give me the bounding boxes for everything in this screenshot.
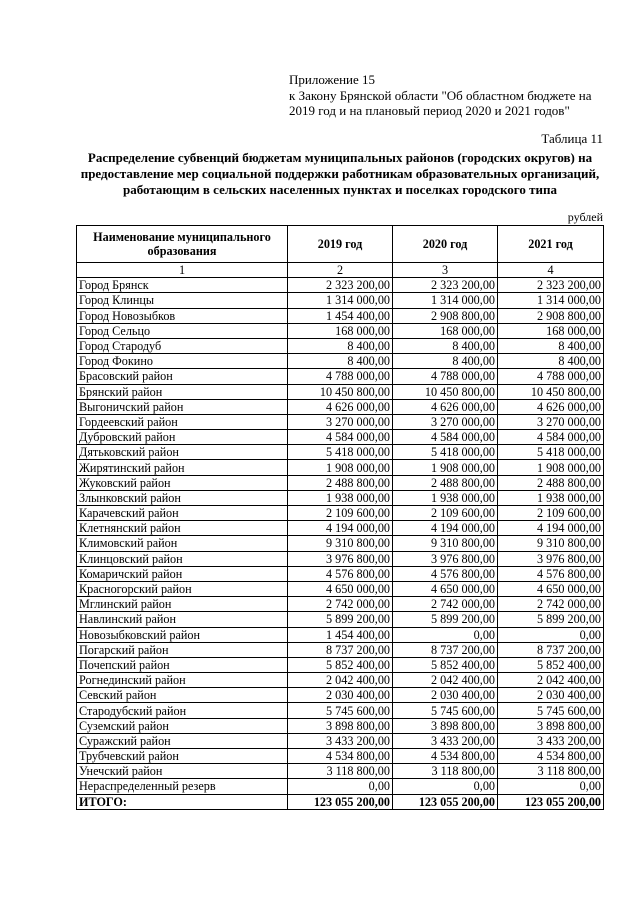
value-2019: 168 000,00 (288, 323, 393, 338)
value-2021: 5 745 600,00 (498, 703, 604, 718)
column-number: 3 (393, 263, 498, 278)
row-name: Клетнянский район (77, 521, 288, 536)
total-row (77, 794, 604, 809)
row-name: Город Сельцо (77, 323, 288, 338)
value-2019: 2 323 200,00 (288, 278, 393, 293)
row-name: Город Фокино (77, 354, 288, 369)
row-name: Погарский район (77, 642, 288, 657)
value-2020: 2 742 000,00 (393, 597, 498, 612)
value-2019: 2 488 800,00 (288, 475, 393, 490)
value-2020: 2 109 600,00 (393, 506, 498, 521)
value-2021: 3 898 800,00 (498, 718, 604, 733)
value-2021: 4 584 000,00 (498, 430, 604, 445)
column-header-2021: 2021 год (498, 226, 604, 263)
table-row (77, 338, 604, 353)
value-2019: 0,00 (288, 779, 393, 794)
table-row (77, 430, 604, 445)
value-2020: 4 650 000,00 (393, 581, 498, 596)
value-2021: 4 194 000,00 (498, 521, 604, 536)
value-2019: 10 450 800,00 (288, 384, 393, 399)
value-2021: 5 899 200,00 (498, 612, 604, 627)
value-2020: 4 626 000,00 (393, 399, 498, 414)
value-2019: 3 118 800,00 (288, 764, 393, 779)
value-2020: 3 270 000,00 (393, 414, 498, 429)
table-row (77, 278, 604, 293)
row-name: Навлинский район (77, 612, 288, 627)
total-2020: 123 055 200,00 (393, 794, 498, 809)
value-2019: 5 418 000,00 (288, 445, 393, 460)
row-name: Клинцовский район (77, 551, 288, 566)
value-2019: 1 938 000,00 (288, 490, 393, 505)
value-2020: 4 194 000,00 (393, 521, 498, 536)
value-2019: 2 742 000,00 (288, 597, 393, 612)
value-2021: 2 742 000,00 (498, 597, 604, 612)
value-2019: 9 310 800,00 (288, 536, 393, 551)
value-2019: 2 030 400,00 (288, 688, 393, 703)
value-2020: 4 788 000,00 (393, 369, 498, 384)
value-2019: 3 433 200,00 (288, 733, 393, 748)
value-2021: 0,00 (498, 627, 604, 642)
value-2021: 2 488 800,00 (498, 475, 604, 490)
value-2021: 2 908 800,00 (498, 308, 604, 323)
value-2020: 2 488 800,00 (393, 475, 498, 490)
value-2020: 3 433 200,00 (393, 733, 498, 748)
value-2020: 5 852 400,00 (393, 657, 498, 672)
value-2020: 3 976 800,00 (393, 551, 498, 566)
heading-line-1: Распределение субвенций бюджетам муниципальных районов (городских округов) на (87, 150, 593, 165)
value-2019: 4 576 800,00 (288, 566, 393, 581)
value-2019: 2 109 600,00 (288, 506, 393, 521)
table-row (77, 460, 604, 475)
value-2020: 4 576 800,00 (393, 566, 498, 581)
table-row (77, 597, 604, 612)
value-2020: 5 899 200,00 (393, 612, 498, 627)
table-row (77, 642, 604, 657)
value-2019: 4 584 000,00 (288, 430, 393, 445)
value-2021: 8 737 200,00 (498, 642, 604, 657)
column-header-name: Наименование муниципального образования (77, 226, 288, 263)
column-number: 2 (288, 263, 393, 278)
value-2020: 0,00 (393, 779, 498, 794)
row-name: Комаричский район (77, 566, 288, 581)
total-2021: 123 055 200,00 (498, 794, 604, 809)
value-2020: 2 908 800,00 (393, 308, 498, 323)
table-row (77, 445, 604, 460)
value-2019: 1 454 400,00 (288, 627, 393, 642)
value-2019: 8 400,00 (288, 338, 393, 353)
row-name: Злынковский район (77, 490, 288, 505)
value-2019: 3 898 800,00 (288, 718, 393, 733)
value-2019: 1 908 000,00 (288, 460, 393, 475)
subvention-table (76, 225, 604, 810)
appendix-line-1: Приложение 15 (289, 72, 376, 87)
value-2021: 2 109 600,00 (498, 506, 604, 521)
row-name: Стародубский район (77, 703, 288, 718)
value-2021: 1 908 000,00 (498, 460, 604, 475)
value-2021: 4 626 000,00 (498, 399, 604, 414)
value-2021: 3 976 800,00 (498, 551, 604, 566)
table-row (77, 718, 604, 733)
value-2021: 4 650 000,00 (498, 581, 604, 596)
value-2021: 1 938 000,00 (498, 490, 604, 505)
row-name: Брасовский район (77, 369, 288, 384)
row-name: Севский район (77, 688, 288, 703)
table-row (77, 506, 604, 521)
row-name: Унечский район (77, 764, 288, 779)
row-name: Город Клинцы (77, 293, 288, 308)
value-2019: 4 534 800,00 (288, 749, 393, 764)
table-row (77, 475, 604, 490)
table-row (77, 536, 604, 551)
table-row (77, 673, 604, 688)
value-2019: 4 194 000,00 (288, 521, 393, 536)
value-2020: 1 938 000,00 (393, 490, 498, 505)
value-2021: 10 450 800,00 (498, 384, 604, 399)
table-row (77, 779, 604, 794)
row-name: Климовский район (77, 536, 288, 551)
value-2021: 2 030 400,00 (498, 688, 604, 703)
table-row (77, 581, 604, 596)
value-2021: 5 418 000,00 (498, 445, 604, 460)
value-2020: 8 737 200,00 (393, 642, 498, 657)
table-body (77, 278, 604, 794)
value-2019: 4 626 000,00 (288, 399, 393, 414)
table-row (77, 384, 604, 399)
value-2020: 8 400,00 (393, 354, 498, 369)
value-2019: 5 745 600,00 (288, 703, 393, 718)
table-row (77, 369, 604, 384)
appendix-note (289, 72, 609, 119)
appendix-line-2: к Закону Брянской области "Об областном бюджете на (289, 87, 592, 103)
row-name: Суражский район (77, 733, 288, 748)
row-name: Дятьковский район (77, 445, 288, 460)
row-name: Новозыбковский район (77, 627, 288, 642)
table-row (77, 323, 604, 338)
table-row (77, 551, 604, 566)
column-number: 4 (498, 263, 604, 278)
table-row (77, 354, 604, 369)
value-2020: 10 450 800,00 (393, 384, 498, 399)
value-2021: 3 270 000,00 (498, 414, 604, 429)
table-row (77, 657, 604, 672)
value-2019: 1 454 400,00 (288, 308, 393, 323)
value-2019: 3 270 000,00 (288, 414, 393, 429)
value-2021: 4 534 800,00 (498, 749, 604, 764)
value-2020: 4 534 800,00 (393, 749, 498, 764)
row-name: Гордеевский район (77, 414, 288, 429)
value-2020: 9 310 800,00 (393, 536, 498, 551)
value-2019: 4 788 000,00 (288, 369, 393, 384)
value-2021: 4 788 000,00 (498, 369, 604, 384)
value-2019: 3 976 800,00 (288, 551, 393, 566)
value-2019: 5 852 400,00 (288, 657, 393, 672)
value-2021: 0,00 (498, 779, 604, 794)
table-row (77, 293, 604, 308)
table-row (77, 399, 604, 414)
units-label: рублей (567, 210, 603, 224)
table-row (77, 764, 604, 779)
appendix-line-3: 2019 год и на плановый период 2020 и 2021 годов" (289, 103, 570, 118)
value-2021: 8 400,00 (498, 354, 604, 369)
value-2021: 8 400,00 (498, 338, 604, 353)
row-name: Нераспределенный резерв (77, 779, 288, 794)
value-2020: 8 400,00 (393, 338, 498, 353)
row-name: Трубчевский район (77, 749, 288, 764)
value-2021: 4 576 800,00 (498, 566, 604, 581)
table-row (77, 414, 604, 429)
row-name: Рогнединский район (77, 673, 288, 688)
value-2020: 5 745 600,00 (393, 703, 498, 718)
value-2019: 8 737 200,00 (288, 642, 393, 657)
row-name: Почепский район (77, 657, 288, 672)
table-header-row (77, 226, 604, 263)
total-2019: 123 055 200,00 (288, 794, 393, 809)
table-row (77, 627, 604, 642)
value-2020: 3 118 800,00 (393, 764, 498, 779)
column-header-2019: 2019 год (288, 226, 393, 263)
value-2020: 4 584 000,00 (393, 430, 498, 445)
row-name: Жирятинский район (77, 460, 288, 475)
table-row (77, 688, 604, 703)
table-row (77, 733, 604, 748)
value-2021: 1 314 000,00 (498, 293, 604, 308)
value-2019: 2 042 400,00 (288, 673, 393, 688)
heading-line-2: предоставление мер социальной поддержки работникам образовательных организаций, (80, 166, 600, 181)
value-2019: 1 314 000,00 (288, 293, 393, 308)
row-name: Карачевский район (77, 506, 288, 521)
row-name: Красногорский район (77, 581, 288, 596)
value-2020: 5 418 000,00 (393, 445, 498, 460)
row-name: Брянский район (77, 384, 288, 399)
value-2019: 4 650 000,00 (288, 581, 393, 596)
value-2021: 2 323 200,00 (498, 278, 604, 293)
row-name: Выгоничский район (77, 399, 288, 414)
value-2021: 168 000,00 (498, 323, 604, 338)
column-number: 1 (77, 263, 288, 278)
value-2019: 8 400,00 (288, 354, 393, 369)
value-2020: 2 323 200,00 (393, 278, 498, 293)
value-2021: 2 042 400,00 (498, 673, 604, 688)
row-name: Жуковский район (77, 475, 288, 490)
table-row (77, 521, 604, 536)
value-2020: 2 042 400,00 (393, 673, 498, 688)
value-2020: 0,00 (393, 627, 498, 642)
row-name: Город Брянск (77, 278, 288, 293)
table-row (77, 566, 604, 581)
value-2019: 5 899 200,00 (288, 612, 393, 627)
row-name: Дубровский район (77, 430, 288, 445)
total-label: ИТОГО: (77, 794, 288, 809)
value-2020: 2 030 400,00 (393, 688, 498, 703)
table-row (77, 490, 604, 505)
table-row (77, 749, 604, 764)
row-name: Мглинский район (77, 597, 288, 612)
value-2021: 3 118 800,00 (498, 764, 604, 779)
row-name: Суземский район (77, 718, 288, 733)
table-row (77, 703, 604, 718)
value-2020: 1 908 000,00 (393, 460, 498, 475)
value-2021: 3 433 200,00 (498, 733, 604, 748)
value-2021: 5 852 400,00 (498, 657, 604, 672)
table-row (77, 612, 604, 627)
table-label: Таблица 11 (541, 131, 603, 146)
table-row (77, 308, 604, 323)
value-2020: 3 898 800,00 (393, 718, 498, 733)
document-heading (60, 150, 620, 198)
value-2020: 168 000,00 (393, 323, 498, 338)
value-2020: 1 314 000,00 (393, 293, 498, 308)
value-2021: 9 310 800,00 (498, 536, 604, 551)
row-name: Город Новозыбков (77, 308, 288, 323)
column-header-2020: 2020 год (393, 226, 498, 263)
column-number-row (77, 263, 604, 278)
heading-line-3: работающим в сельских населенных пунктах и поселках городского типа (122, 182, 558, 197)
row-name: Город Стародуб (77, 338, 288, 353)
